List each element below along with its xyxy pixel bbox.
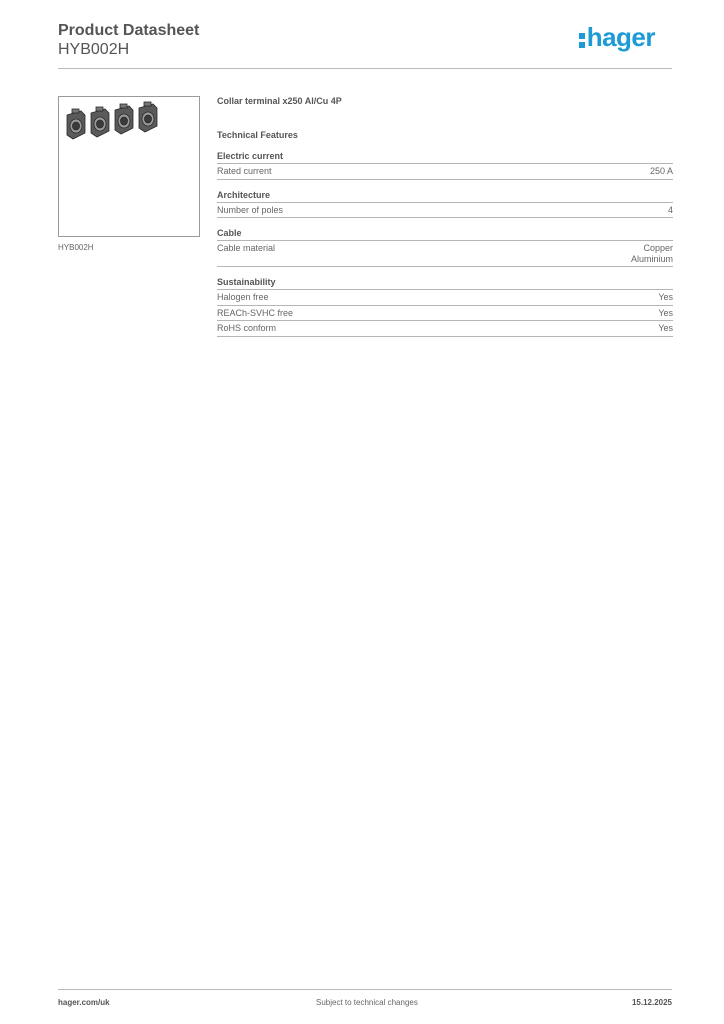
product-code: HYB002H [58, 41, 130, 58]
hager-logo [579, 22, 655, 53]
spec-label: Number of poles [217, 204, 284, 215]
product-image [58, 96, 200, 237]
image-caption: HYB002H [58, 243, 94, 252]
document-title: Product Datasheet [58, 22, 200, 39]
spec-row [217, 241, 673, 267]
logo-colon-icon [579, 30, 586, 48]
spec-value-line: Aluminium [630, 253, 673, 264]
footer-date: 15.12.2025 [631, 998, 672, 1007]
technical-features-title: Technical Features [217, 130, 298, 140]
spec-label: Rated current [217, 166, 272, 176]
spec-value: Yes [658, 307, 673, 318]
collar-terminals-image [63, 101, 167, 141]
spec-row [217, 306, 673, 322]
section-sustainability [217, 277, 673, 337]
section-title: Electric current [217, 151, 673, 164]
section-title: Sustainability [217, 277, 673, 290]
section-electric-current [217, 151, 673, 180]
spec-value: 4 [667, 204, 673, 215]
section-architecture [217, 190, 673, 219]
document-header [58, 21, 674, 59]
footer-divider [58, 989, 672, 990]
product-name: Collar terminal x250 Al/Cu 4P [217, 96, 342, 106]
spec-value: Yes [658, 323, 673, 333]
spec-value: 250 A [649, 166, 673, 176]
spec-value [631, 243, 673, 264]
footer-website: hager.com/uk [58, 998, 110, 1007]
section-title: Architecture [217, 190, 673, 203]
spec-label: RoHS conform [217, 323, 277, 333]
spec-label: REACh-SVHC free [217, 307, 294, 318]
logo-text: hager [586, 22, 655, 52]
spec-value: Yes [658, 292, 673, 302]
spec-label: Cable material [217, 243, 276, 253]
spec-label: Halogen free [217, 292, 269, 302]
spec-row [217, 164, 673, 180]
spec-row [217, 203, 673, 219]
section-title: Cable [217, 228, 673, 241]
datasheet-content [217, 96, 673, 347]
section-cable [217, 228, 673, 267]
spec-value-line: Copper [643, 243, 673, 253]
footer-notice: Subject to technical changes [316, 998, 418, 1007]
spec-row [217, 290, 673, 306]
header-divider [58, 68, 672, 69]
spec-row [217, 321, 673, 337]
